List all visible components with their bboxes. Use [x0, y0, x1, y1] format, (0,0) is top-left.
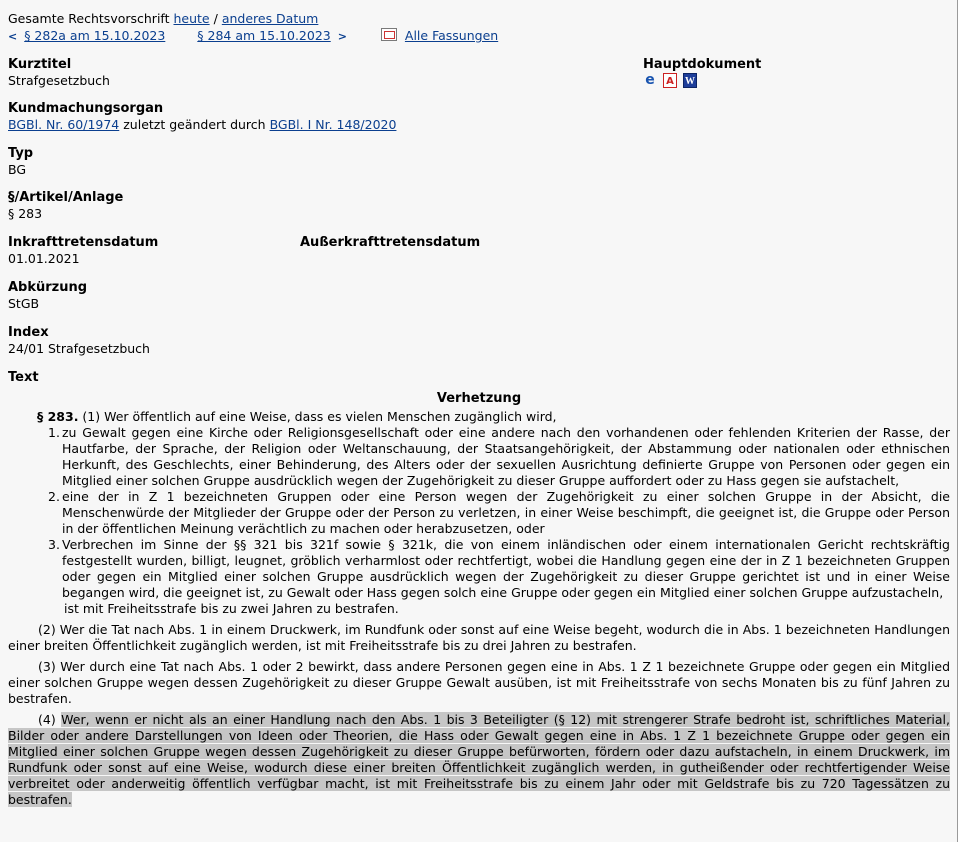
paragraph-nav	[8, 28, 498, 44]
list-item-text: zu Gewalt gegen eine Kirche oder Religionsgesellschaft oder eine andere nach den vorhandenen oder fehlenden Kriterien der Rasse, der Hautfarbe, der Sprache, der Religion oder Weltanschauung, der Staatsangehörigkeit, der Abstammung oder nationalen oder ethnischen Herkunft, des Geschlechts, einer Behinderung, des Alters oder der sexuellen Ausrichtung definierte Gruppe von Personen oder gegen ein Mitglied einer solchen Gruppe ausdrücklich wegen der Zugehörigkeit zu dieser Gruppe auffordert oder zu Hass gegen sie aufstachelt,	[62, 425, 950, 488]
paragraph-number: § 283.	[37, 409, 79, 424]
paragraph-2: (2) Wer die Tat nach Abs. 1 in einem Druckwerk, im Rundfunk oder sonst auf eine Weise begeht, wodurch die in Abs. 1 bezeichneten Handlungen einer breiten Öffentlichkeit zugänglich werden, ist mit Freiheitsstrafe bis zu drei Jahren zu bestrafen.	[8, 622, 950, 653]
kurztitel-label: Kurztitel	[8, 57, 72, 72]
list-item-number: 2.	[48, 489, 60, 504]
kundmachungsorgan-label: Kundmachungsorgan	[8, 101, 164, 116]
hauptdokument-label: Hauptdokument	[643, 57, 762, 72]
list-item-text: eine der in Z 1 bezeichneten Gruppen oder eine Person wegen der Zugehörigkeit zu einer solchen Gruppe in der Absicht, die Menschenwürde der Mitglieder der Gruppe oder der Person zu verletzen, in einer Weise beschimpft, die geeignet ist, die Gruppe oder Person in der öffentlichen Meinung verächtlich zu machen oder herabzusetzen, oder	[62, 489, 950, 536]
document-format-icons	[643, 72, 699, 88]
artikel-label: §/Artikel/Anlage	[8, 190, 124, 205]
other-date-link[interactable]: anderes Datum	[221, 11, 319, 26]
ausserkrafttretensdatum-label: Außerkrafttretensdatum	[300, 235, 481, 250]
inkrafttretensdatum-value: 01.01.2021	[8, 251, 80, 266]
list-item	[8, 537, 950, 601]
list-item	[8, 425, 950, 489]
word-document-icon[interactable]: W	[683, 73, 697, 88]
chevron-right-icon[interactable]: >	[337, 30, 347, 43]
paragraph-1-list	[8, 425, 950, 601]
nav-prefix: Gesamte Rechtsvorschrift	[8, 11, 170, 26]
kundmachung-mid-text: zuletzt geändert durch	[119, 117, 270, 132]
list-item-text: Verbrechen im Sinne der §§ 321 bis 321f sowie § 321k, die von einem inländischen oder einem internationalen Gericht rechtskräftig festgestellt wurden, billigt, leugnet, gröblich verharmlost oder rechtfertigt, wobei die Handlung gegen eine der in Z 1 bezeichneten Gruppen oder gegen ein Mitglied einer solchen Gruppe ausdrücklich wegen der Zugehörigkeit zu dieser Gruppe gerichtet ist und in einer Weise begangen wird, die geeignet ist, zu Gewalt oder Hass gegen solch eine Gruppe oder gegen ein Mitglied einer solchen Gruppe aufzustacheln,	[62, 537, 950, 600]
law-text	[8, 391, 950, 808]
versions-icon[interactable]	[381, 28, 397, 41]
today-link[interactable]: heute	[173, 11, 210, 26]
bgbl-1974-link[interactable]: BGBl. Nr. 60/1974	[8, 117, 120, 132]
list-item-number: 1.	[48, 425, 60, 440]
inkrafttretensdatum-label: Inkrafttretensdatum	[8, 235, 159, 250]
html-document-icon[interactable]: e	[645, 72, 655, 88]
paragraph-1-tail: ist mit Freiheitsstrafe bis zu zwei Jahren zu bestrafen.	[64, 601, 399, 616]
typ-value: BG	[8, 162, 27, 177]
abkuerzung-label: Abkürzung	[8, 280, 88, 295]
index-value: 24/01 Strafgesetzbuch	[8, 341, 150, 356]
prev-paragraph-link[interactable]: § 282a am 15.10.2023	[24, 28, 166, 43]
kundmachungsorgan-value	[8, 117, 396, 132]
version-nav	[8, 11, 318, 26]
paragraph-1-intro-text: (1) Wer öffentlich auf eine Weise, dass es vielen Menschen zugänglich wird,	[78, 409, 557, 424]
index-label: Index	[8, 325, 49, 340]
paragraph-3: (3) Wer durch eine Tat nach Abs. 1 oder 2 bewirkt, dass andere Personen gegen eine in Abs. 1 Z 1 bezeichnete Gruppe oder gegen ein Mitglied einer solchen Gruppe wegen dessen Zugehörigkeit zu dieser Gruppe Gewalt ausüben, ist mit Freiheitsstrafe von sechs Monaten bis zu fünf Jahren zu bestrafen.	[8, 659, 950, 706]
bgbl-2020-link[interactable]: BGBl. I Nr. 148/2020	[269, 117, 397, 132]
abkuerzung-value: StGB	[8, 296, 40, 311]
paragraph-4-number: (4)	[38, 712, 62, 727]
section-title: Verhetzung	[436, 391, 522, 406]
chevron-left-icon[interactable]: <	[8, 30, 18, 43]
text-label: Text	[8, 370, 39, 385]
paragraph-4	[8, 712, 950, 808]
kurztitel-value: Strafgesetzbuch	[8, 73, 110, 88]
next-paragraph-link[interactable]: § 284 am 15.10.2023	[197, 28, 331, 43]
nav-separator: /	[213, 11, 218, 26]
list-item-number: 3.	[48, 537, 60, 552]
artikel-value: § 283	[8, 206, 43, 221]
paragraph-1-intro	[8, 409, 950, 425]
list-item	[8, 489, 950, 537]
typ-label: Typ	[8, 146, 34, 161]
all-versions-link[interactable]: Alle Fassungen	[404, 28, 499, 43]
pdf-document-icon[interactable]: A	[663, 73, 677, 88]
highlighted-selection[interactable]: Wer, wenn er nicht als an einer Handlung nach den Abs. 1 bis 3 Beteiligter (§ 12) mit strengerer Strafe bedroht ist, schriftliches Material, Bilder oder andere Darstellungen von Ideen oder Theorien, die Hass oder Gewalt gegen eine in Abs. 1 Z 1 bezeichnete Gruppe oder gegen ein Mitglied einer solchen Gruppe wegen dessen Zugehörigkeit zu dieser Gruppe befürworten, fördern oder dazu aufstacheln, in einem Druckwerk, im Rundfunk oder sonst auf eine Weise, wodurch diese einer breiten Öffentlichkeit zugänglich werden, in gutheißender oder rechtfertigender Weise verbreitet oder anderweitig öffentlich verfügbar macht, ist mit Freiheitsstrafe bis zu einem Jahr oder mit Geldstrafe bis zu 720 Tagessätzen zu bestrafen.	[8, 712, 950, 807]
